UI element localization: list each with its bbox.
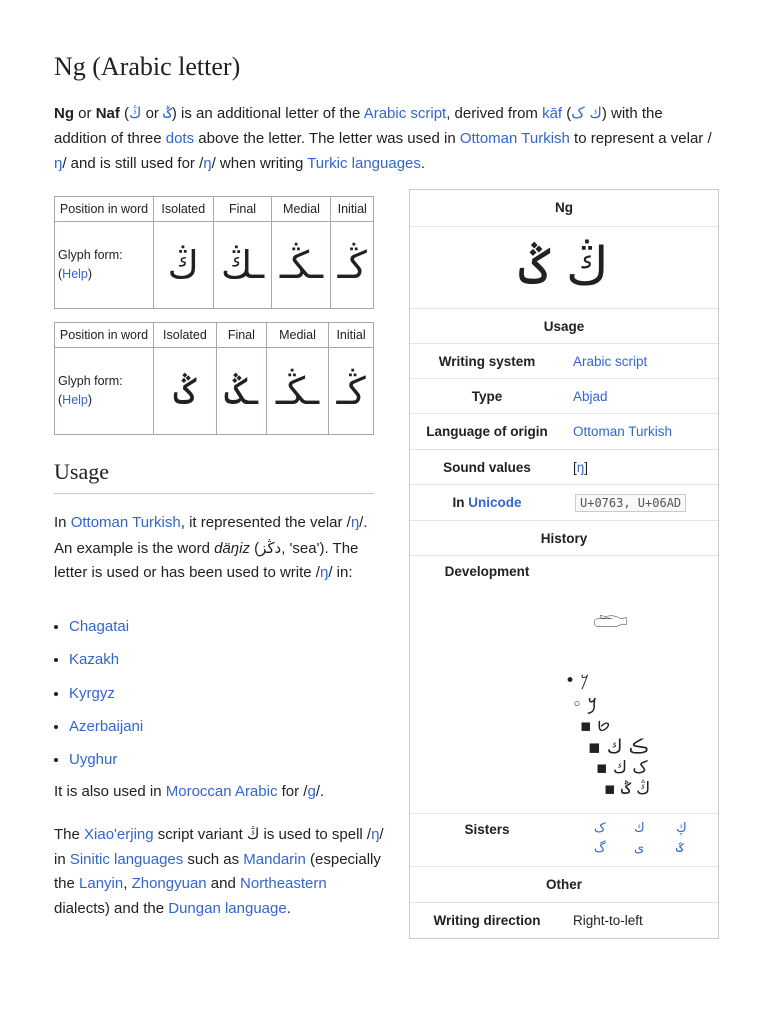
list-item [69,748,143,781]
infobox-label: Language of origin [426,424,548,439]
glyph-isolated: ڭ [154,222,214,309]
glyph-final: ـݣ [216,348,266,435]
infobox-label: Writing direction [433,913,541,928]
unicode-codepoints: U+0763, U+06AD [575,494,686,512]
intro-text: or [141,105,164,122]
text: , [123,875,132,892]
infobox-row-sound-values [410,449,718,485]
glyph-medial: ـڭـ [266,348,328,435]
intro-text: / when writing [211,155,308,172]
link-dots[interactable]: dots [165,130,195,147]
text: is used to spell / [259,826,372,843]
table-header: Isolated [154,323,217,348]
sister-letter[interactable]: ی [634,841,645,856]
table-header: Position in word [55,197,154,222]
link-azerbaijani[interactable]: Azerbaijani [69,717,144,735]
text: It is also used in [54,783,166,800]
text: The [54,826,85,843]
table-header: Position in word [55,323,154,348]
variant-glyph: ڭ [246,825,260,843]
link-northeastern[interactable]: Northeastern [240,875,327,892]
glyph-medial: ـڭـ [272,222,331,309]
link-ipa-ng[interactable]: ŋ [203,155,212,172]
infobox-glyph: ڭ ݣ [410,226,718,309]
intro-arabic-glyph[interactable]: ڭ [129,104,142,122]
list-item [69,648,143,681]
intro-text: ) is an additional letter of the [171,105,364,122]
help-link[interactable]: Help [62,393,88,407]
glyph-final: ـڭ [213,222,272,309]
text: In [452,495,469,510]
link-zhongyuan[interactable]: Zhongyuan [131,875,207,892]
list-item [69,615,143,648]
infobox-heading-usage: Usage [410,308,718,344]
link-ipa-ng[interactable]: ŋ [350,514,360,531]
sister-letter[interactable]: ك [634,821,645,836]
example-arabic: دڭز [259,538,282,557]
table-header-row [55,197,374,222]
sister-letter[interactable]: گ [594,841,606,856]
list-item [69,682,143,715]
text: /. An example is the word [54,514,368,557]
help-link[interactable]: Help [62,267,88,281]
link-sinitic-languages[interactable]: Sinitic languages [69,850,184,868]
link-mandarin[interactable]: Mandarin [243,850,306,868]
glyph-initial: ڭـ [329,348,374,435]
intro-arabic-glyph[interactable]: ݣ [163,104,172,122]
intro-term-ng: Ng [54,105,74,122]
intro-text: or [74,105,96,122]
link-abjad[interactable]: Abjad [573,389,608,404]
table-header: Final [216,323,266,348]
table-header: Medial [266,323,328,348]
text: script variant [153,826,247,843]
infobox-row-language-of-origin [410,413,718,450]
link-arabic-script[interactable]: Arabic script [573,354,648,369]
intro-text: ( [119,105,130,122]
development-step: • 𐤊 [565,671,589,691]
infobox-row-development [410,555,718,814]
glyph-form-label [55,222,154,309]
infobox-label [410,485,564,521]
link-arabic-script[interactable]: Arabic script [363,105,447,122]
infobox-label: Writing system [438,354,536,369]
text: dialects) and the [54,899,169,917]
link-chagatai[interactable]: Chagatai [69,618,130,635]
intro-text: . [420,155,426,172]
intro-text: ( [562,105,572,122]
link-moroccan-arabic[interactable]: Moroccan Arabic [165,783,278,800]
infobox-row-unicode [410,484,718,521]
text: /. [315,783,325,800]
glyph-form-label [55,348,154,435]
link-ipa-ng[interactable]: ŋ [576,460,585,475]
development-step: ◦ 𐡊 [572,695,598,715]
link-ipa-ng[interactable]: ŋ [319,564,329,581]
infobox-row-type [410,378,718,414]
link-unicode[interactable]: Unicode [468,495,522,510]
link-kyrgyz[interactable]: Kyrgyz [69,684,115,702]
letter-forms-table [54,196,374,309]
infobox-heading-other: Other [410,866,718,903]
link-kaf[interactable]: kāf [542,105,563,122]
text: . [286,899,291,917]
paren: ( [58,393,63,407]
xiaoerjing-paragraph [54,822,384,921]
intro-paragraph [54,101,714,176]
text: for / [277,783,308,800]
paren: ) [87,267,93,281]
text: and [206,875,241,892]
text: such as [183,850,244,868]
infobox-row-writing-system [410,343,718,379]
sister-letter[interactable]: ڮ [676,821,687,836]
infobox-heading-history: History [410,520,718,556]
infobox-value [575,485,686,521]
link-uyghur[interactable]: Uyghur [69,751,118,769]
link-ottoman-turkish[interactable]: Ottoman Turkish [573,424,673,439]
table-header: Initial [331,197,374,222]
section-heading-usage: Usage [54,459,374,494]
development-step: ▪ ک ك [596,758,648,778]
glyph-isolated: ݣ [154,348,217,435]
link-ottoman-turkish[interactable]: Ottoman Turkish [459,130,570,147]
paren: ) [87,393,93,407]
link-dungan-language[interactable]: Dungan language [168,899,287,917]
link-xiaoerjing[interactable]: Xiao'erjing [84,826,154,843]
list-item [69,715,143,748]
table-header-row [55,323,374,348]
link-kazakh[interactable]: Kazakh [69,651,120,669]
infobox-label: Sound values [443,460,531,475]
letter-forms-table [54,322,374,435]
infobox [409,189,719,939]
bracket: [ [573,460,577,475]
intro-text: / and is still used for / [62,155,204,172]
text: ( [249,539,260,557]
link-lanyin[interactable]: Lanyin [79,875,124,892]
development-step: ▪ ڭ ݣ [604,779,651,799]
text: / in: [328,564,353,581]
intro-text: to represent a velar / [569,130,712,147]
infobox-label: Development [444,564,530,579]
infobox-label: Sisters [464,822,510,837]
text: In [54,514,71,531]
development-step: ▪ 𐢋 [580,716,610,736]
text: (especially the [54,850,381,892]
infobox-label: Type [471,389,503,404]
text: , it represented the velar / [180,514,351,531]
link-turkic-languages[interactable]: Turkic languages [307,155,421,172]
infobox-row-sisters [410,813,718,867]
bracket: ] [584,460,589,475]
intro-text: ) with the addition of three [54,105,663,147]
infobox-value: Right-to-left [573,913,643,928]
link-ipa-g[interactable]: g [307,783,316,800]
table-header: Initial [329,323,374,348]
table-header: Isolated [154,197,214,222]
development-hieroglyph: 𓂧 [593,609,628,634]
sister-letter[interactable]: ک [594,821,606,836]
text: , 'sea'). The letter is used or has been used to write / [54,539,359,581]
infobox-title: Ng [555,200,573,215]
paren: ( [58,267,63,281]
link-ipa-ng[interactable]: ŋ [54,155,63,172]
usage-paragraph [54,511,384,586]
link-ipa-ng[interactable]: ŋ [371,826,380,843]
example-word: däŋiz [214,539,250,557]
intro-text: above the letter. The letter was used in [194,130,460,147]
glyph-initial: ڭـ [331,222,374,309]
moroccan-paragraph [54,780,324,804]
link-ottoman-turkish[interactable]: Ottoman Turkish [70,514,181,531]
text: / in [54,826,384,868]
intro-arabic-glyph[interactable]: ك ک [571,104,602,122]
infobox-row-writing-direction [410,902,718,938]
infobox-value [573,450,588,485]
sister-letter[interactable]: ػ [676,841,684,856]
table-header: Medial [272,197,331,222]
language-list [54,615,143,781]
glyph-form-text: Glyph form: [58,374,123,388]
page-title: Ng (Arabic letter) [54,52,241,81]
intro-term-naf: Naf [95,105,120,122]
table-header: Final [213,197,272,222]
glyph-form-text: Glyph form: [58,248,123,262]
development-step: ▪ ڪ ك [588,736,649,758]
intro-text: , derived from [446,105,543,122]
table-row [55,222,374,309]
table-row [55,348,374,435]
